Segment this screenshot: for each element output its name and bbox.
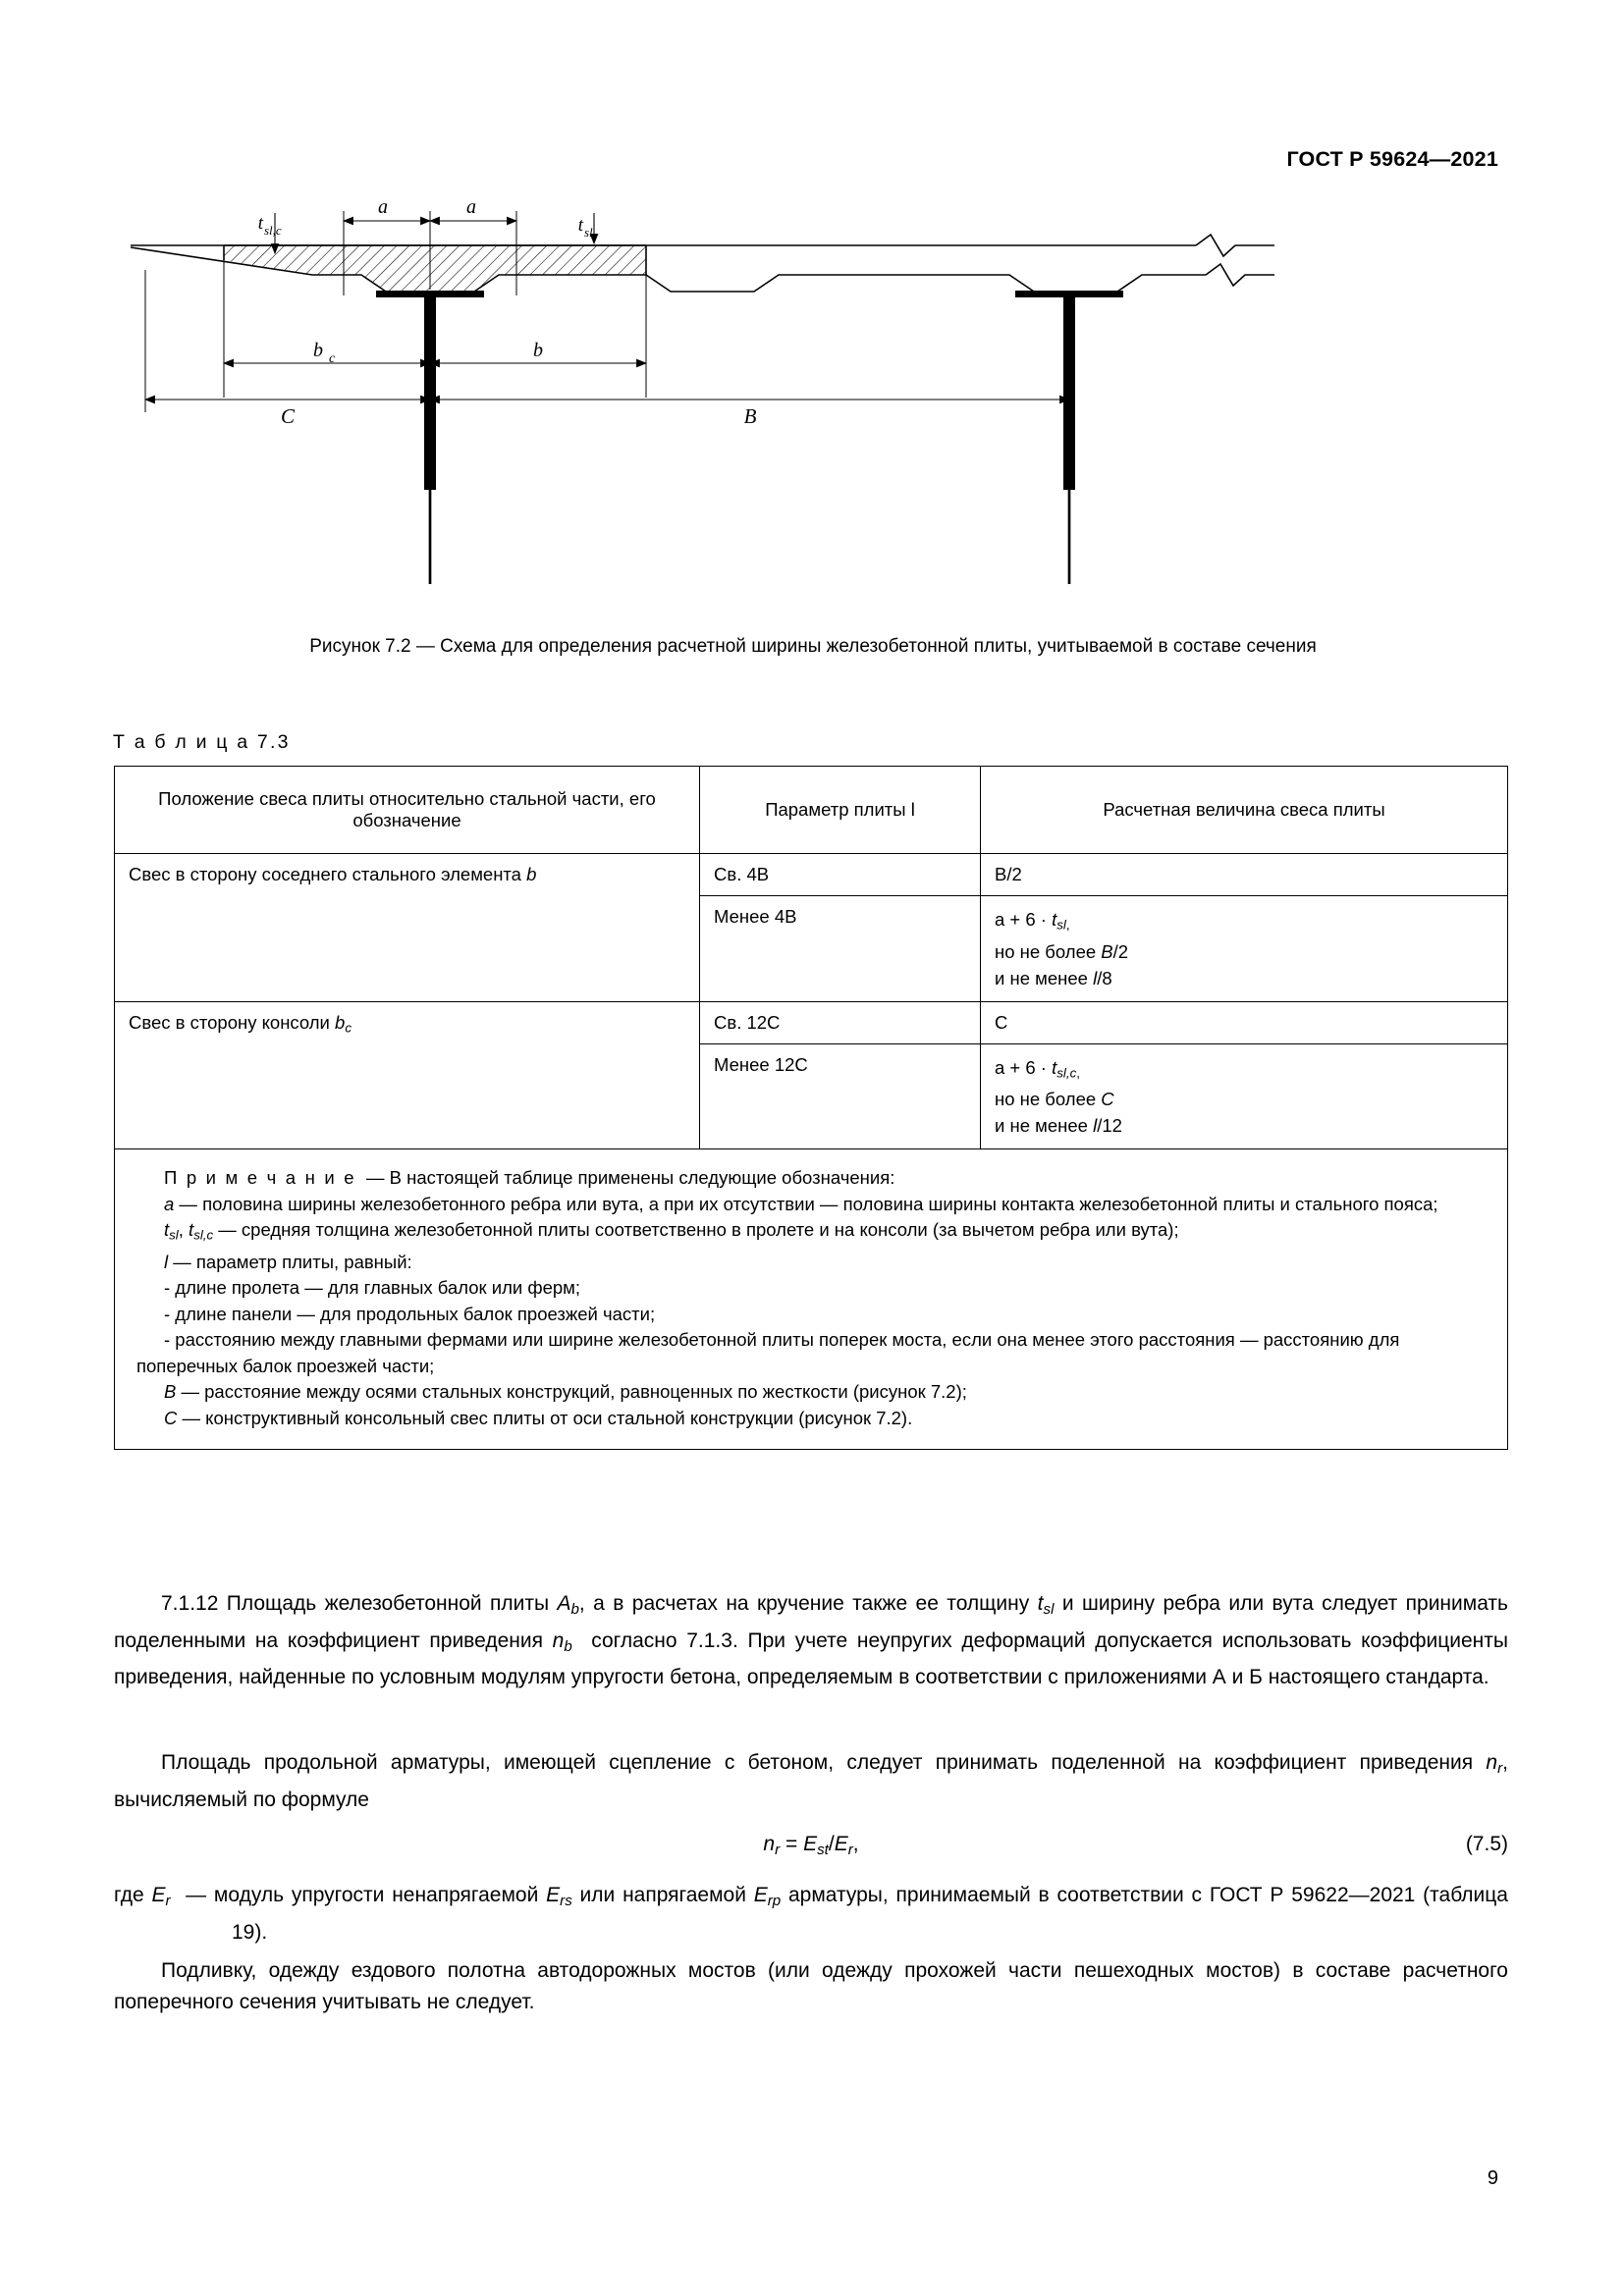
page-number: 9 <box>1487 2167 1498 2189</box>
table-cell-value: B/2 <box>981 854 1508 896</box>
paragraph-text: 7.1.12 Площадь железобетонной плиты $A_b$, а в расчетах на кручение также ее толщину $t_{sl}$ и ширину ребра или вута следует принимать поделенными на коэффициент приведения $n_b$ согласно 7.1.3. При учете неупругих деформаций допускается использовать коэффициенты приведения, найденные по условным модулям упругости бетона, определяемым в соответствии с приложениями А и Б настоящего стандарта. <box>114 1592 1508 1689</box>
table-cell-position-b: Свес в сторону соседнего стального элемента b <box>115 854 700 1002</box>
note-intro-text: — В настоящей таблице применены следующие обозначения: <box>366 1167 895 1189</box>
svg-text:b: b <box>533 340 543 361</box>
paragraph-text: Подливку, одежду ездового полотна автодорожных мостов (или одежду прохожей части пешеходных мостов) в составе расчетного поперечного сечения учитывать не следует. <box>114 1959 1508 2013</box>
table-7-3 <box>114 766 1508 1450</box>
table-header-value: Расчетная величина свеса плиты <box>981 767 1508 854</box>
note-title: П р и м е ч а н и е <box>164 1167 356 1189</box>
figure-7-2-drawing <box>126 191 1500 614</box>
formula-expression: $n_r = E_{st}/E_r$, <box>763 1833 859 1859</box>
figure-caption: Рисунок 7.2 — Схема для определения расчетной ширины железобетонной плиты, учитываемой в составе сечения <box>309 636 1317 657</box>
formula-where: где $E_r$ — модуль упругости ненапрягаемой $E_{rs}$ или напрягаемой $E_{rp}$ арматуры, принимаемый в соответствии с ГОСТ Р 59622—2021 (таблица 19). <box>114 1883 1508 1944</box>
table-cell-param: Св. 4B <box>700 854 981 896</box>
table-row <box>115 1001 1508 1043</box>
table-cell-param: Менее 4B <box>700 896 981 1002</box>
svg-text:sl,c: sl,c <box>264 223 282 238</box>
body-paragraph-reinforcement <box>114 1747 1508 2017</box>
table-row <box>115 854 1508 896</box>
paragraph-text: Площадь продольной арматуры, имеющей сцепление с бетоном, следует принимать поделенной на коэффициент приведения $n_r$, вычисляемый по формуле <box>114 1751 1508 1811</box>
note-intro <box>136 1165 1486 1192</box>
svg-text:B: B <box>743 404 757 428</box>
note-line-t: $t_{sl}$, $t_{sl,c}$ — средняя толщина железобетонной плиты соответственно в пролете и на консоли (за вычетом ребра или вута); <box>164 1219 1179 1244</box>
formula-7-5 <box>114 1829 1508 1866</box>
note-line-l2: - длине панели — для продольных балок проезжей части; <box>164 1303 656 1324</box>
table-cell-param: Менее 12C <box>700 1043 981 1149</box>
table-header-row <box>115 767 1508 854</box>
table-header-position: Положение свеса плиты относительно стальной части, его обозначение <box>115 767 700 854</box>
table-cell-value: $a + 6 \cdot t_{sl,c,}$ но не более C и не менее l/12 <box>981 1043 1508 1149</box>
note-line-l: l — параметр плиты, равный: <box>164 1251 412 1272</box>
table-label: Т а б л и ц а 7.3 <box>113 731 291 753</box>
svg-text:c: c <box>329 351 336 366</box>
note-line-C: C — конструктивный консольный свес плиты от оси стальной конструкции (рисунок 7.2). <box>164 1407 913 1428</box>
svg-text:C: C <box>280 404 296 428</box>
body-paragraph-7-1-12 <box>114 1588 1508 1693</box>
svg-text:t: t <box>577 215 583 236</box>
svg-text:a: a <box>466 196 476 218</box>
svg-text:a: a <box>378 196 388 218</box>
note-line-l3: - расстоянию между главными фермами или ширине железобетонной плиты поперек моста, если она менее этого расстояния — расстоянию для поперечных балок проезжей части; <box>136 1329 1400 1376</box>
page-header-standard: ГОСТ Р 59624—2021 <box>1286 147 1498 171</box>
svg-text:sl: sl <box>584 225 593 240</box>
svg-text:t: t <box>257 213 263 234</box>
note-line-B: B — расстояние между осями стальных конструкций, равноценных по жесткости (рисунок 7.2); <box>164 1381 967 1403</box>
table-cell-value: $a + 6 \cdot t_{sl,}$ но не более B/2 и не менее l/8 <box>981 896 1508 1002</box>
table-note <box>115 1149 1508 1450</box>
table-cell-value: C <box>981 1001 1508 1043</box>
svg-text:b: b <box>313 340 323 361</box>
formula-number: (7.5) <box>1465 1833 1508 1856</box>
figure-7-2 <box>126 191 1500 618</box>
table-cell-position-bc: Свес в сторону консоли $b_c$ <box>115 1001 700 1149</box>
note-line-l1: - длине пролета — для главных балок или ферм; <box>164 1277 581 1299</box>
table-cell-param: Св. 12C <box>700 1001 981 1043</box>
table-header-param: Параметр плиты l <box>700 767 981 854</box>
note-line-a: a — половина ширины железобетонного ребра или вута, а при их отсутствии — половина ширины контакта железобетонной плиты и стального пояса; <box>164 1193 1438 1214</box>
table-note-row <box>115 1149 1508 1450</box>
